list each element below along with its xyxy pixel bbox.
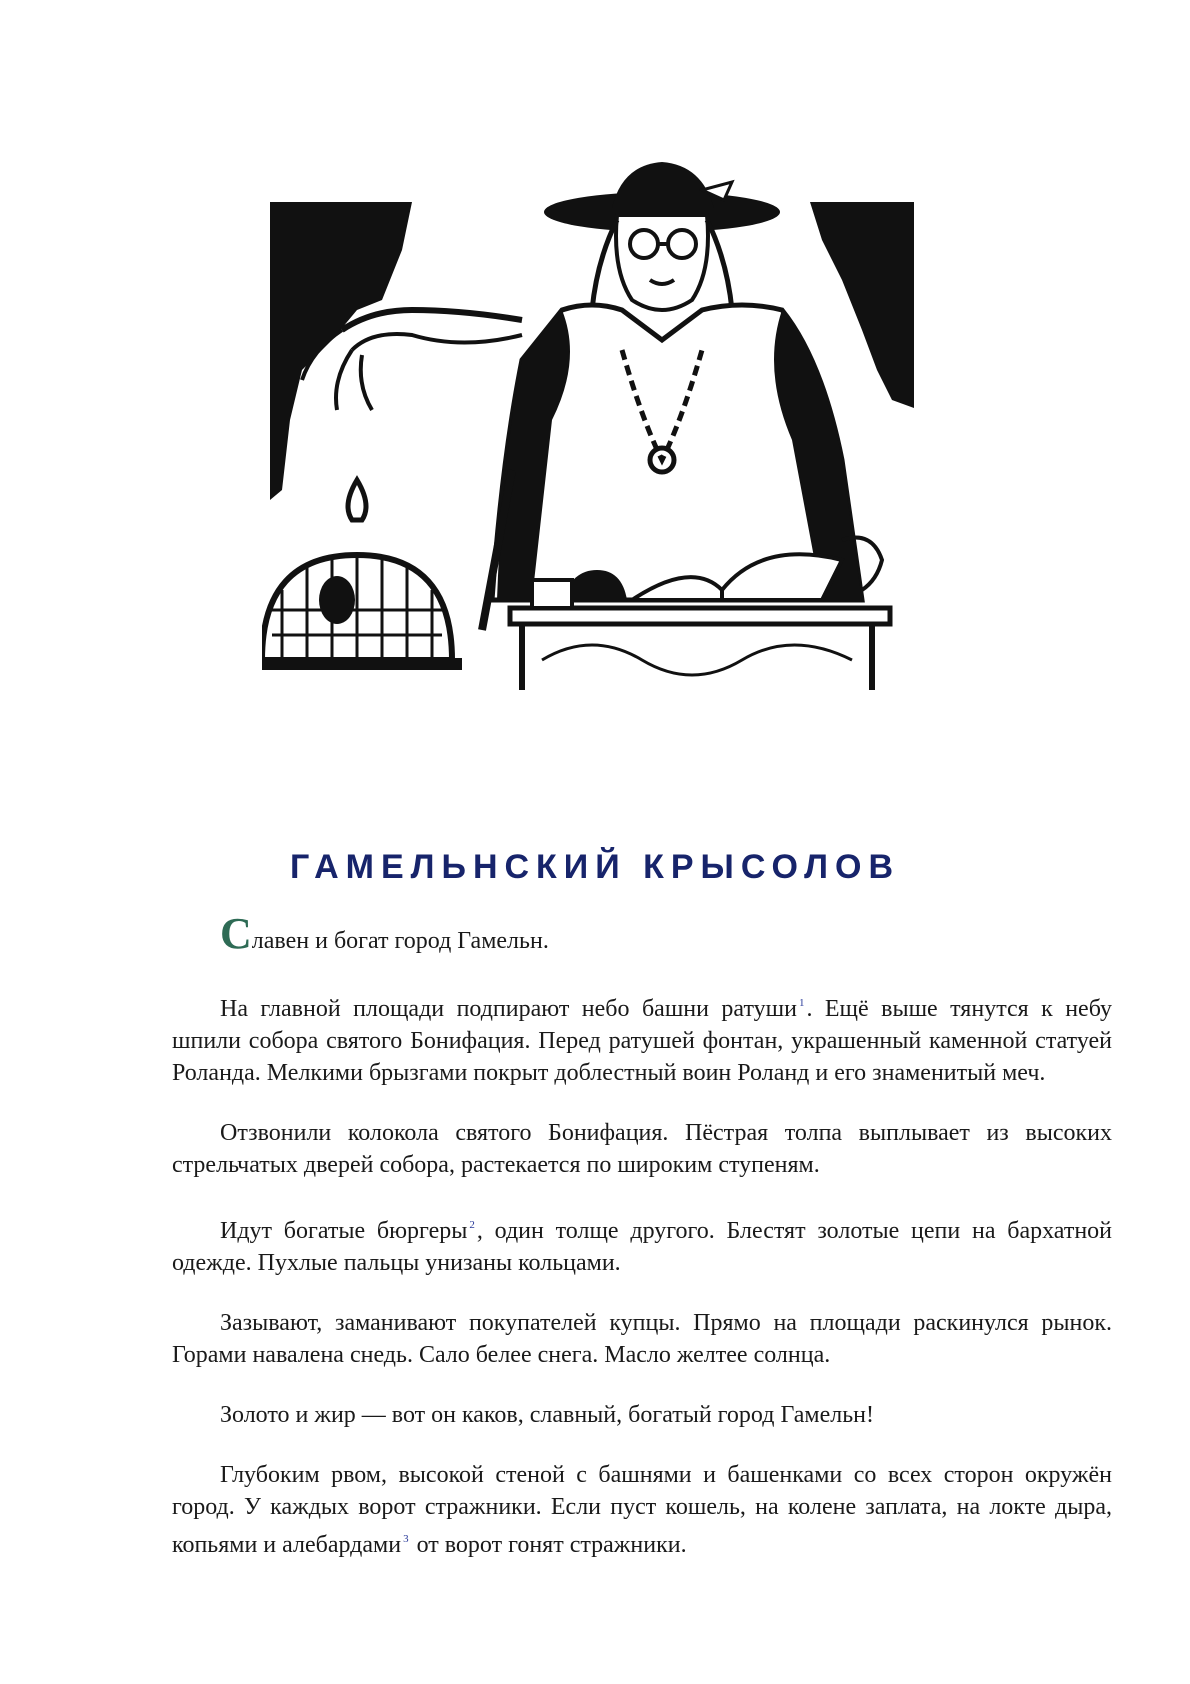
paragraph-text: Идут богатые бюргеры <box>220 1218 468 1244</box>
story-text <box>172 909 1113 1589</box>
paragraph-text: лавен и богат город Гамельн. <box>251 928 549 954</box>
footnote-link-1[interactable]: 1 <box>798 997 805 1009</box>
drop-cap: С <box>220 909 252 958</box>
paragraph-2 <box>172 987 1112 1089</box>
paragraph-text: от ворот гонят стражники. <box>410 1532 687 1558</box>
paragraph-text: . Ещё выше тянутся к небу шпили собора святого Бонифация. Перед ратушей фонтан, украшенный каменной статуей Роланда. Мелкими брызгами покрыт доблестный воин Роланд и его знаменитый меч. <box>172 996 1112 1086</box>
story-title: ГАМЕЛЬНСКИЙ КРЫСОЛОВ <box>289 848 901 886</box>
paragraph-5: Зазывают, заманивают покупателей купцы. Прямо на площади раскинулся рынок. Горами навалена снедь. Сало белее снега. Масло желтее солнца. <box>172 1310 1112 1368</box>
paragraph-text: На главной площади подпирают небо башни ратуши <box>220 996 797 1022</box>
paragraph-text: Глубоким рвом, высокой стеной с башнями и башенками со всех сторон окружён город. У каждых ворот стражники. Если пуст кошель, на колене заплата, на локте дыра, копьями и алебардами <box>172 1462 1112 1558</box>
illustration-svg <box>262 160 1022 740</box>
illustration-old-man-with-book <box>262 160 1022 740</box>
paragraph-3: Отзвонили колокола святого Бонифация. Пёстрая толпа выплывает из высоких стрельчатых дверей собора, растекается по широким ступеням. <box>172 1120 1112 1178</box>
footnote-link-2[interactable]: 2 <box>469 1219 475 1231</box>
paragraph-text: , один толще другого. Блестят золотые цепи на бархатной одежде. Пухлые пальцы унизаны кольцами. <box>172 1218 1113 1276</box>
paragraph-6: Золото и жир — вот он каков, славный, богатый город Гамельн! <box>220 1402 874 1428</box>
paragraph-1 <box>172 909 1112 958</box>
paragraph-7 <box>172 1459 1112 1561</box>
paragraph-4 <box>172 1209 1112 1279</box>
footnote-link-3[interactable]: 3 <box>403 1533 409 1545</box>
